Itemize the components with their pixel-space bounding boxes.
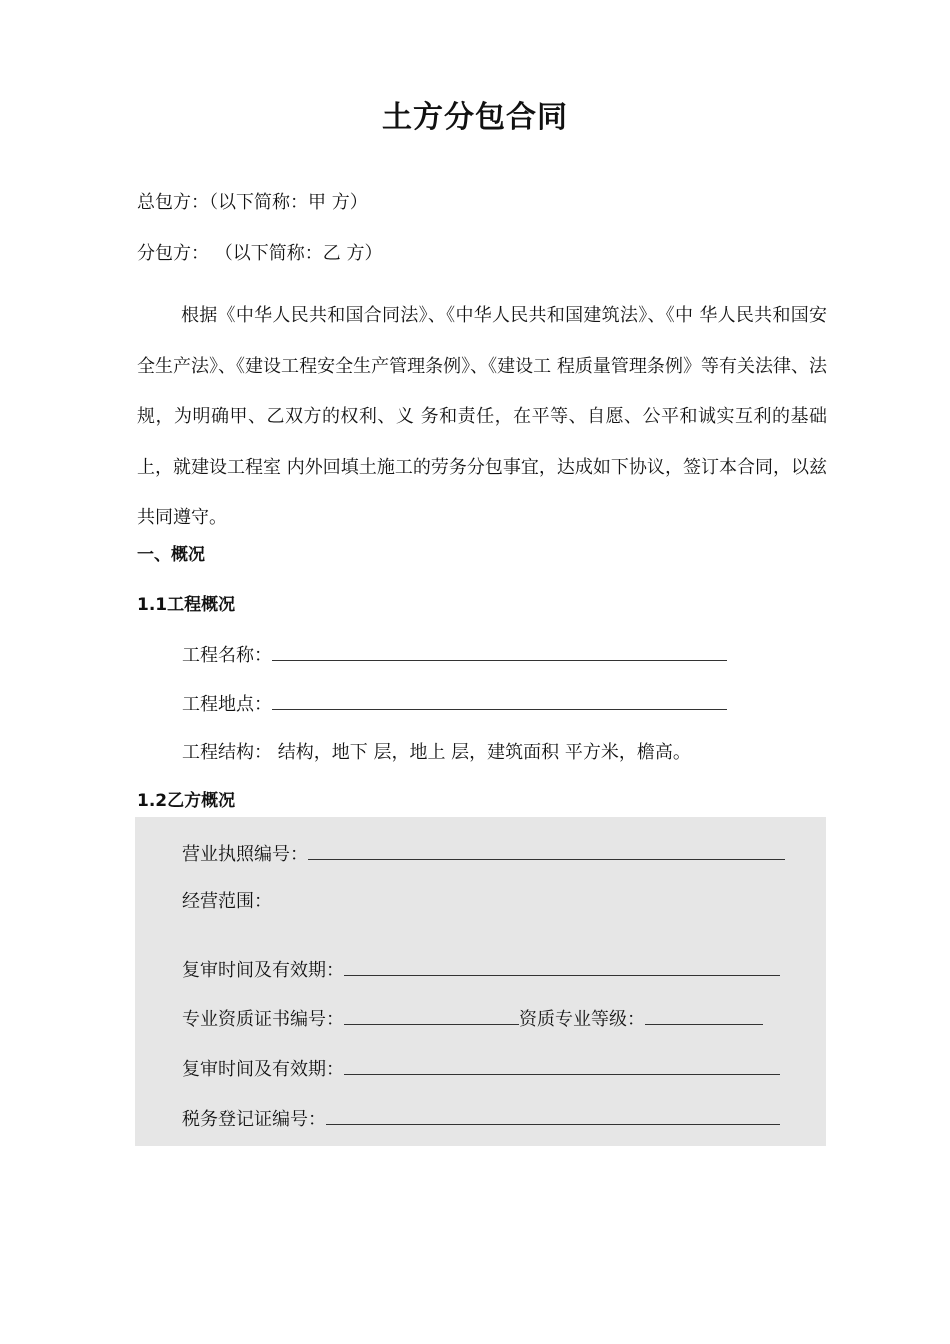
certificate-blank[interactable]	[344, 1006, 519, 1025]
certificate-row	[182, 1006, 763, 1032]
review-period-row-2	[182, 1056, 780, 1082]
grade-blank[interactable]	[645, 1006, 763, 1025]
project-structure-line: 工程结构： 结构，地下 层，地上 层，建筑面积 平方米，檐高。	[182, 742, 691, 763]
document-title: 土方分包合同	[382, 100, 568, 135]
section-heading-overview: 一、概况	[137, 545, 205, 565]
review-period-row-1	[182, 957, 780, 983]
project-location-row	[182, 691, 727, 717]
project-location-label: 工程地点：	[182, 694, 272, 715]
party-subcontractor: 分包方： （以下简称：乙 方）	[137, 243, 383, 264]
preamble-paragraph: 根据《中华人民共和国合同法》、《中华人民共和国建筑法》、《中 华人民共和国安全生产法》、《建设工程安全生产管理条例》、《建设工 程质量管理条例》等有关法律、法规，为明确甲、乙双方的权利、义 务和责任，在平等、自愿、公平和诚实互利的基础上，就建设工程室 内外回填土施工的劳务分包事宜，达成如下协议，签订本合同，以兹 共同遵守。	[137, 305, 827, 528]
subsection-heading-project: 1.1工程概况	[137, 595, 236, 615]
project-location-blank[interactable]	[272, 691, 727, 710]
project-name-label: 工程名称：	[182, 645, 272, 666]
tax-registration-row	[182, 1106, 780, 1132]
review-period-blank-2[interactable]	[344, 1056, 780, 1075]
party-general-contractor: 总包方：（以下简称：甲 方）	[137, 192, 368, 213]
certificate-label: 专业资质证书编号：	[182, 1009, 344, 1030]
business-scope-label: 经营范围：	[182, 891, 272, 912]
project-name-row	[182, 642, 727, 668]
project-name-blank[interactable]	[272, 642, 727, 661]
license-label: 营业执照编号：	[182, 844, 308, 865]
grade-label: 资质专业等级：	[519, 1009, 645, 1030]
review-period-label-2: 复审时间及有效期：	[182, 1059, 344, 1080]
review-period-blank-1[interactable]	[344, 957, 780, 976]
license-row	[182, 841, 785, 867]
tax-registration-blank[interactable]	[326, 1106, 780, 1125]
subsection-heading-subcontractor: 1.2乙方概况	[137, 791, 236, 811]
license-blank[interactable]	[308, 841, 785, 860]
review-period-label-1: 复审时间及有效期：	[182, 960, 344, 981]
tax-registration-label: 税务登记证编号：	[182, 1109, 326, 1130]
